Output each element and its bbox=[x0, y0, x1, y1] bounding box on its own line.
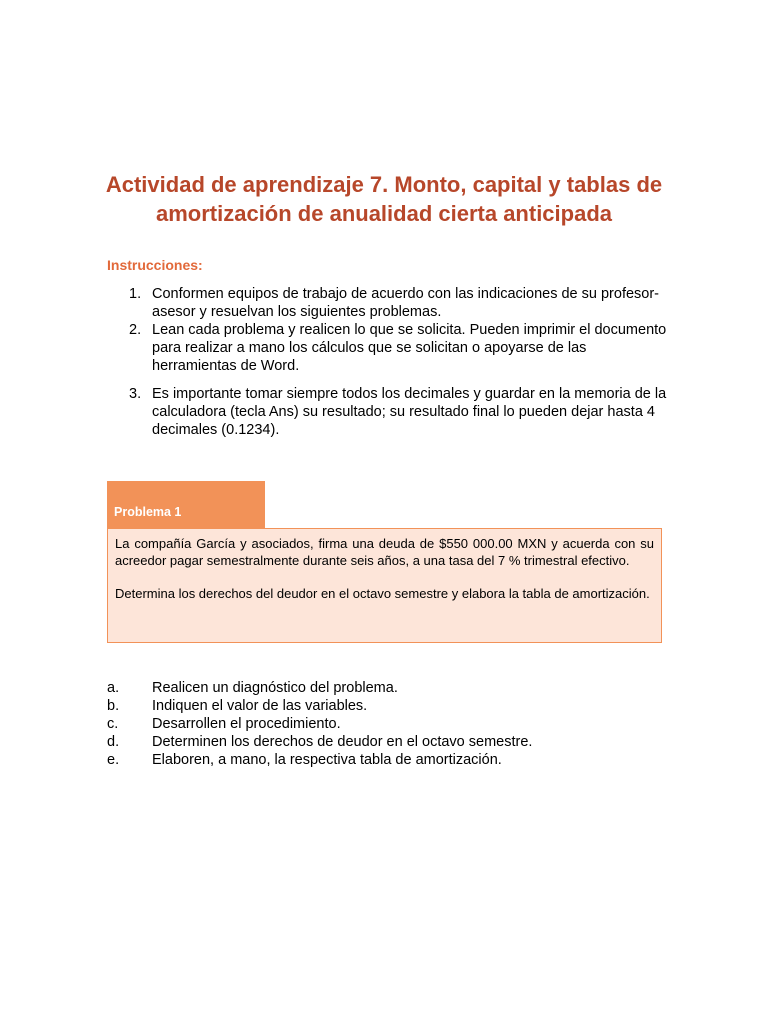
list-item bbox=[107, 697, 667, 715]
list-item bbox=[107, 751, 667, 769]
list-marker: a. bbox=[107, 680, 120, 696]
instructions-heading: Instrucciones: bbox=[107, 257, 203, 273]
list-marker: 1. bbox=[129, 286, 142, 302]
list-item bbox=[107, 715, 667, 733]
list-item-text: Desarrollen el procedimiento. bbox=[152, 716, 341, 732]
list-item bbox=[107, 385, 667, 439]
list-item bbox=[107, 679, 667, 697]
instructions-list bbox=[107, 285, 667, 439]
list-item-text: Realicen un diagnóstico del problema. bbox=[152, 680, 398, 696]
list-item-text: Elaboren, a mano, la respectiva tabla de amortización. bbox=[152, 752, 502, 768]
list-item-text: Determinen los derechos de deudor en el octavo semestre. bbox=[152, 734, 533, 750]
problem-question: Determina los derechos del deudor en el octavo semestre y elabora la tabla de amortización. bbox=[115, 586, 650, 601]
list-marker: d. bbox=[107, 734, 120, 750]
problem-box bbox=[107, 528, 662, 643]
problem-tab-label: Problema 1 bbox=[114, 505, 182, 519]
document-title: Actividad de aprendizaje 7. Monto, capital y tablas de amortización de anualidad cierta anticipada bbox=[105, 172, 663, 226]
list-item-text: Indiquen el valor de las variables. bbox=[152, 698, 368, 714]
tasks-list bbox=[107, 679, 667, 769]
list-item bbox=[107, 285, 667, 321]
list-marker: e. bbox=[107, 752, 120, 768]
list-item-text: Conformen equipos de trabajo de acuerdo con las indicaciones de su profesor-asesor y resuelvan los siguientes problemas. bbox=[152, 286, 660, 320]
list-item-text: Lean cada problema y realicen lo que se solicita. Pueden imprimir el documento para realizar a mano los cálculos que se solicitan o apoyarse de las herramientas de Word. bbox=[152, 322, 667, 374]
list-marker: 3. bbox=[129, 386, 142, 402]
list-marker: 2. bbox=[129, 322, 142, 338]
problem-tab bbox=[107, 481, 265, 528]
list-marker: c. bbox=[107, 716, 119, 732]
list-marker: b. bbox=[107, 698, 120, 714]
list-item bbox=[107, 321, 667, 375]
list-item bbox=[107, 733, 667, 751]
problem-statement: La compañía García y asociados, firma una deuda de $550 000.00 MXN y acuerda con su acreedor pagar semestralmente durante seis años, a una tasa del 7 % trimestral efectivo. bbox=[115, 536, 654, 568]
list-item-text: Es importante tomar siempre todos los decimales y guardar en la memoria de la calculadora (tecla Ans) su resultado; su resultado final lo pueden dejar hasta 4 decimales (0.1234). bbox=[152, 386, 667, 438]
